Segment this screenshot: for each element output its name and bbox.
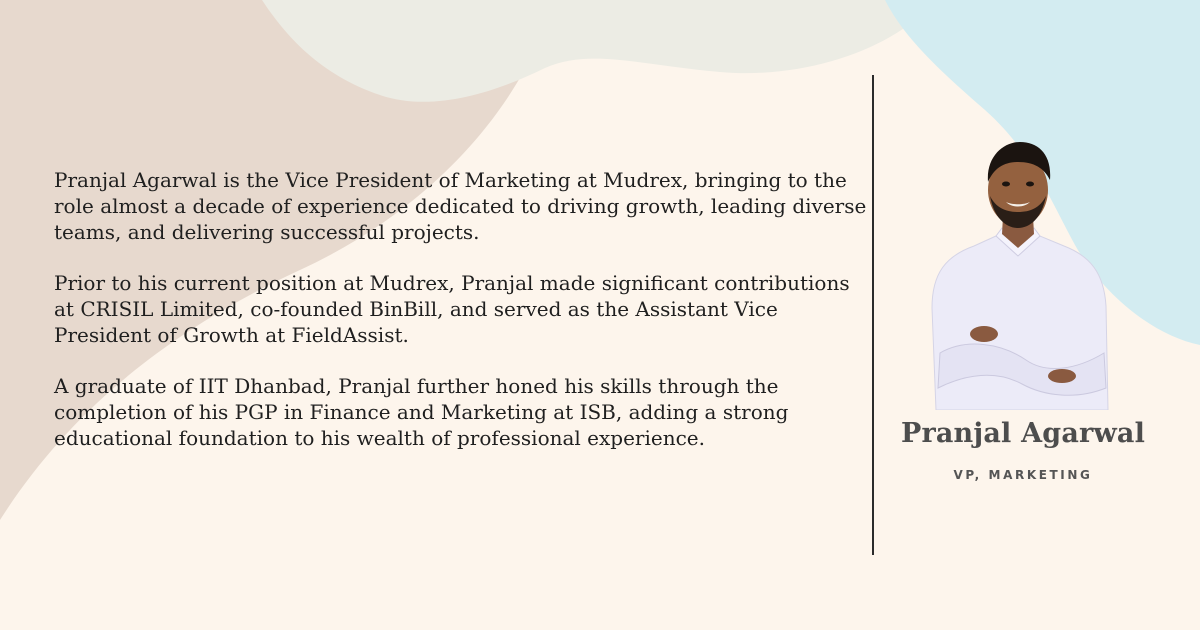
profile-role: VP, MARKETING (953, 468, 1093, 482)
left-eye (1002, 182, 1010, 187)
vertical-divider (872, 75, 874, 555)
profile-photo (926, 138, 1110, 410)
profile-name: Pranjal Agarwal (900, 418, 1146, 449)
bio-text (54, 168, 869, 478)
bio-paragraph-2: Prior to his current position at Mudrex, Pranjal made significant contributions at CRISIL Limited, co-founded BinBill, and served as the Assistant Vice President of Growth at FieldAssist. (54, 271, 850, 347)
left-hand (970, 326, 998, 342)
right-hand (1048, 369, 1076, 383)
bio-paragraph-1: Pranjal Agarwal is the Vice President of Marketing at Mudrex, bringing to the role almost a decade of experience dedicated to driving growth, leading diverse teams, and delivering successful projects. (54, 168, 867, 244)
bio-paragraph-3: A graduate of IIT Dhanbad, Pranjal further honed his skills through the completion of his PGP in Finance and Marketing at ISB, adding a strong educational foundation to his wealth of professional experience. (54, 374, 789, 450)
right-eye (1026, 182, 1034, 187)
